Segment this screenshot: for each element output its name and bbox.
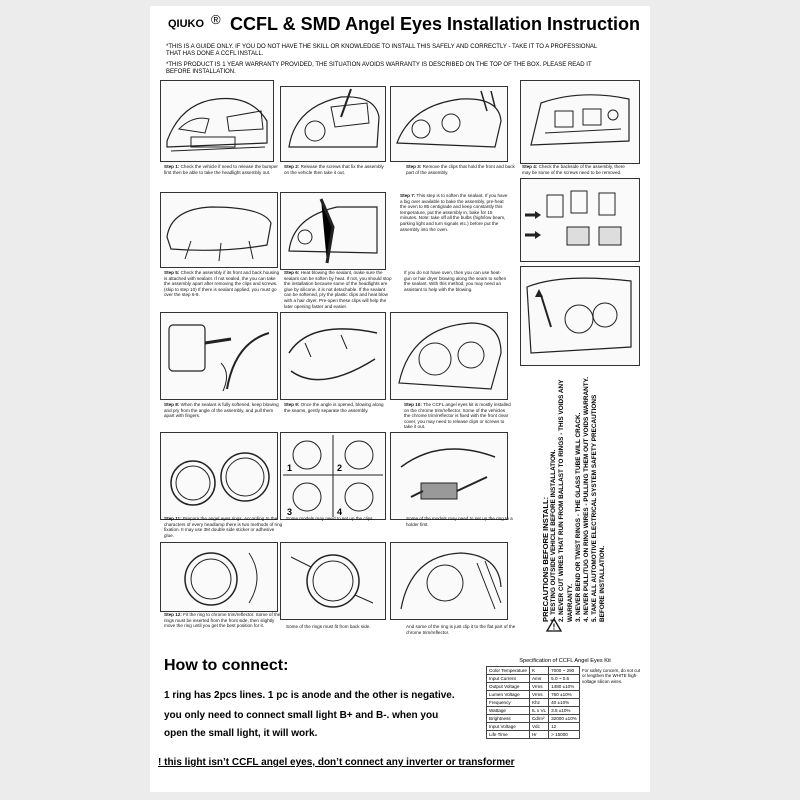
- spec-cell: Ams: [529, 675, 548, 683]
- spec-row: [487, 699, 580, 707]
- warning-line: ! this light isn’t CCFL angel eyes, don’t connect any inverter or transformer: [158, 757, 515, 768]
- step-10-caption: Step 10: The CCFL angel eyes kit is mostly installed on the chrome trim/reflector. Some of the vehicles the chrome trim/reflector is fixed with the front clear cover, you may need to release clips or screws to take it out.: [404, 402, 511, 430]
- spec-cell: Wattage: [487, 707, 530, 715]
- ring-holder-image: [390, 432, 508, 520]
- spec-cell: Khz: [529, 699, 548, 707]
- step-1-image: [160, 80, 274, 162]
- spec-cell: 7000 ~ 290: [549, 667, 580, 675]
- spec-cell: Input Current: [487, 675, 530, 683]
- spec-cell: Cd/m²: [529, 715, 548, 723]
- spec-cell: Vrms: [529, 691, 548, 699]
- spec-cell: K: [529, 667, 548, 675]
- step-4-image: [520, 80, 640, 164]
- spec-cell: 40 ±10%: [549, 699, 580, 707]
- spec-cell: 760 ±10%: [549, 691, 580, 699]
- spec-row: [487, 675, 580, 683]
- svg-text:!: !: [552, 622, 556, 632]
- step-6-image: [280, 192, 386, 270]
- warning-triangle-icon: [546, 618, 562, 632]
- precautions-heading: PRECAUTIONS BEFORE INSTALL:: [541, 496, 550, 622]
- spec-cell: 5.0 ~ 0.5: [549, 675, 580, 683]
- clip-number-4: 4: [337, 507, 343, 517]
- step-8-image: [160, 312, 278, 400]
- spec-cell: 12: [549, 723, 580, 731]
- clip-number-1: 1: [287, 463, 293, 473]
- step-5-image: [160, 192, 278, 268]
- precaution-item: 5. TAKE ALL AUTOMOTIVE ELECTRICAL SYSTEM SAFETY PRECAUTIONS BEFORE INSTALLATION.: [591, 394, 607, 622]
- step-9-caption: Step 9: Once the angle is opened, blowing along the seams, gently separate the assembly.: [284, 402, 384, 413]
- step-7-caption: Step 7: This step is to soften the sealant. If you have a big over available to bake the assembly, pre-heat the oven to 85 centigrade and keep constantly this temperature, put the assembly in, bake for 15 minutes. Note: take off all the bulbs (high/low beam, parking light and turn signals etc.) before put the assembly into the oven.: [400, 193, 508, 232]
- spec-cell: Frequency: [487, 699, 530, 707]
- spec-row: [487, 683, 580, 691]
- spec-table-block: [486, 658, 644, 739]
- precaution-item: 2. NEVER CUT WIRES THAT RUN FROM BALLAST TO RINGS - THIS VOIDS ANY WARRANTY.: [558, 379, 574, 622]
- ring-holder-caption: Some of the models may need to set up the ring to a holder first.: [406, 516, 513, 527]
- brand-name: QIUKO: [168, 18, 205, 30]
- step-9-image: [280, 312, 386, 400]
- step-5-caption: Step 5: Check the assembly if its front and back housing is attached with sealant. If not sealed, the you can take the assembly apart after removing the clips and screws. (skip to step 10) If there is sealant applied, you must go over the step 6-9.: [164, 270, 280, 298]
- spec-cell: Vrms: [529, 683, 548, 691]
- connect-line-2: you only need to connect small light B+ and B-. when you: [164, 710, 439, 721]
- connect-line-3: open the small light, it will work.: [164, 728, 318, 739]
- clip-flat-image: [390, 542, 508, 620]
- spec-row: [487, 731, 580, 739]
- precaution-item: 3. NEVER BEND OR TWIST RINGS - THE GLASS TUBE WILL CRACK.: [574, 412, 582, 622]
- spec-cell: Vdc: [529, 723, 548, 731]
- step-12-caption: Step 12: Fit the ring to chrome trim/reflector. Some of the rings must be inserted from the front side, then slightly move the ring until you get the best position for it.: [164, 612, 281, 629]
- spec-row: [487, 707, 580, 715]
- spec-cell: 32000 ±10%: [549, 715, 580, 723]
- spec-row: [487, 715, 580, 723]
- how-to-connect-heading: How to connect:: [164, 657, 289, 674]
- spec-note: For safety concern, do not cut or lengthen the WHITE high-voltage silicon wires.: [582, 668, 641, 684]
- step-8-caption: Step 8: When the sealant is fully softened, keep blowing and pry from the angle of the assembly, and pull them apart with fingers.: [164, 402, 279, 419]
- spec-cell: Input Voltage: [487, 723, 530, 731]
- spec-title: Specification of CCFL Angel Eyes Kit: [519, 658, 611, 664]
- connect-line-1: 1 ring has 2pcs lines. 1 pc is anode and the other is negative.: [164, 690, 455, 701]
- spec-row: [487, 691, 580, 699]
- oven-image: [520, 266, 640, 366]
- precautions-block: [542, 370, 624, 622]
- clip-setup-image: [280, 432, 386, 520]
- warranty-note: *THIS PRODUCT IS 1 YEAR WARRANTY PROVIDED, THE SITUATION AVOIDS WARRANTY IS DESCRIBED ON THE TOP OF THE BOX. PLEASE READ IT BEFORE INSTALLATION.: [166, 62, 592, 75]
- registered-mark: ®: [211, 12, 221, 27]
- spec-cell: 1480 ±10%: [549, 683, 580, 691]
- guide-note: *THIS IS A GUIDE ONLY. IF YOU DO NOT HAVE THE SKILL OR KNOWLEDGE TO INSTALL THIS SAFELY AND CORRECTLY - TAKE IT TO A PROFESSIONAL THAT HAS DONE A CCFL INSTALL.: [166, 44, 598, 57]
- spec-cell: > 15000: [549, 731, 580, 739]
- clip-number-3: 3: [287, 507, 293, 517]
- oven-alternative-caption: If you do not have oven, then you can use heat-gun or hair dryer blowing along the seam to soften the sealant. With this method, you may need an assistant to help with the blowing.: [404, 270, 507, 292]
- clip-setup-caption: Some models may need to set up the clips.: [286, 516, 374, 521]
- instruction-sheet: [150, 6, 650, 792]
- spec-row: [487, 723, 580, 731]
- step-3-image: [390, 86, 508, 162]
- header: [168, 12, 641, 40]
- step-3-caption: Step 3: Remove the clips that hold the front and back part of the assembly.: [406, 164, 515, 175]
- step-11-image: [160, 432, 278, 520]
- back-side-fit-image: [280, 542, 386, 620]
- spec-cell: Life Time: [487, 731, 530, 739]
- spec-cell: Color Temperature: [487, 667, 530, 675]
- spec-cell: Output Voltage: [487, 683, 530, 691]
- step-10-image: [390, 312, 508, 400]
- precaution-item: 4. NEVER PULL/TUG ON RING WIRES - PULLING THEM OUT VOIDS WARRANTY.: [583, 377, 591, 622]
- clip-number-2: 2: [337, 463, 343, 473]
- clip-flat-caption: And some of the ring is just clip it to the flat part of the chrome trim/reflector.: [406, 624, 516, 635]
- bulb-removal-image: [520, 178, 640, 262]
- step-2-image: [280, 86, 386, 162]
- precaution-item: 1. TESTING OUTSIDE VEHICLE BEFORE INSTALLATION.: [550, 449, 558, 622]
- step-2-caption: Step 2: Release the screws that fix the assembly on the vehicle then take it out.: [284, 164, 384, 175]
- spec-cell: IL x VL: [529, 707, 548, 715]
- back-side-caption: Some of the rings must fit from back side.: [286, 624, 371, 629]
- step-6-caption: Step 6: Heat blowing the sealant, make sure the sealant can be soften by heat. If not, you should stop the installation because some of the headlights are glue by silicone, it is not detachable. If the sealant can be softened, pry the plastic clips and heat blow with a hair dryer. Pre-open these clips will help the later opening faster and easier.: [284, 270, 392, 309]
- page-title: CCFL & SMD Angel Eyes Installation Instruction: [230, 14, 641, 34]
- spec-cell: Brightness: [487, 715, 530, 723]
- spec-row: [487, 667, 580, 675]
- spec-cell: 3.5 ±10%: [549, 707, 580, 715]
- step-11-caption: Step 11: Prepare the angel eyes rings. According to the characters of every headlamp there is two methods of ring fixation. It may use 3M double side sticker or adhesive glue.: [164, 516, 283, 538]
- step-1-caption: Step 1: Check the vehicle if need to release the bumper first then be able to take the headlight assembly out.: [164, 164, 278, 175]
- spec-cell: Hr: [529, 731, 548, 739]
- spec-cell: Lumen Voltage: [487, 691, 530, 699]
- spec-table: [486, 666, 580, 739]
- step-12-image: [160, 542, 278, 612]
- step-4-caption: Step 4: Check the backside of the assembly, there may be some of the screws need to be removed.: [522, 164, 625, 175]
